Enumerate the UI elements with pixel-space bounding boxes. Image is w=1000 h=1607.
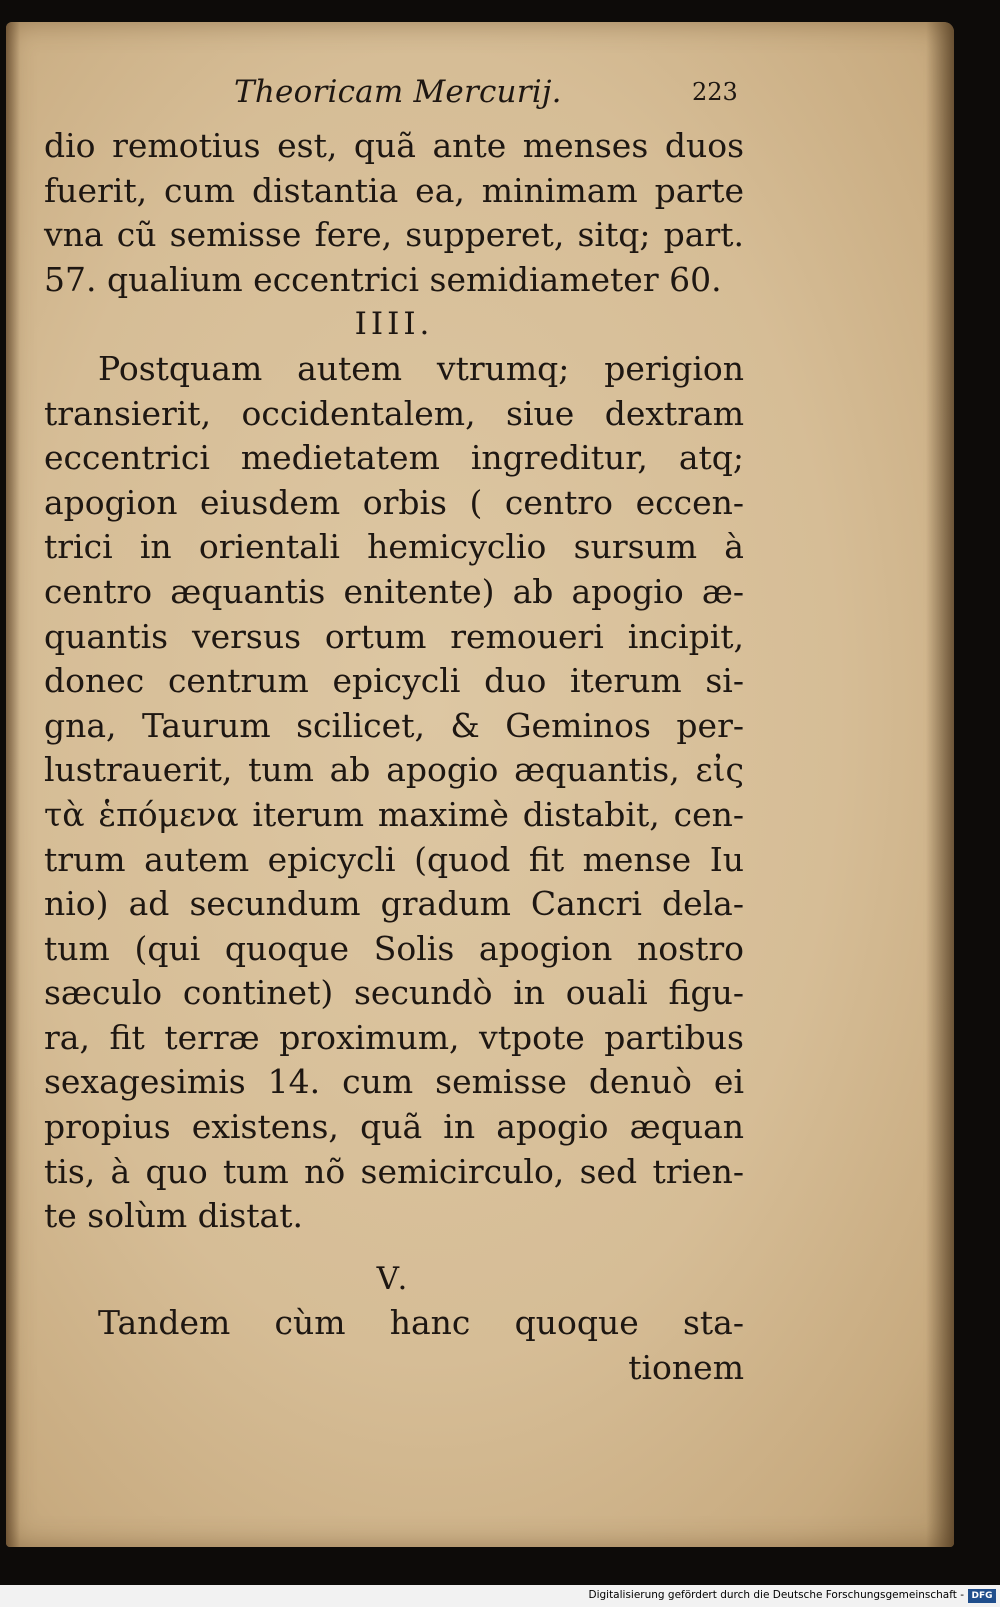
text-line: apogion eiusdem orbis ( centro eccen- xyxy=(44,482,744,522)
text-line: sæculo continet) secundò in ouali figu- xyxy=(44,973,744,1013)
text-line: eccentrici medietatem ingreditur, atq; xyxy=(44,438,744,478)
text-line: quantis versus ortum remoueri incipit, xyxy=(44,616,744,656)
paragraph-1 xyxy=(44,124,744,302)
text-line: nio) ad secundum gradum Cancri dela- xyxy=(44,884,744,924)
section-number-4: IIII. xyxy=(354,306,434,343)
text-line: centro æquantis enitente) ab apogio æ- xyxy=(44,571,744,611)
section-number-5: V. xyxy=(376,1260,412,1297)
text-line: τὰ ἑπόμενα iterum maximè distabit, cen- xyxy=(44,794,744,834)
text-line: lustrauerit, tum ab apogio æquantis, εἰς xyxy=(44,750,744,790)
text-line: Postquam autem vtrumq; perigion xyxy=(98,348,744,388)
funding-credit: Digitalisierung gefördert durch die Deutsche Forschungsgemeinschaft - xyxy=(588,1589,964,1601)
paragraph-5 xyxy=(44,1301,744,1390)
section-gap xyxy=(44,1239,744,1257)
text-line: tis, à quo tum nõ semicirculo, sed trien- xyxy=(44,1151,744,1191)
paragraph-4 xyxy=(44,347,744,1239)
page-number: 223 xyxy=(692,78,738,106)
text-line: trum autem epicycli (quod fit mense Iu xyxy=(44,839,744,879)
text-line: tum (qui quoque Solis apogion nostro xyxy=(44,928,744,968)
running-head xyxy=(44,72,744,124)
catchword: tionem xyxy=(628,1348,744,1388)
text-line: te solùm distat. xyxy=(44,1196,303,1236)
text-line: donec centrum epicycli duo iterum si- xyxy=(44,661,744,701)
dfg-logo: DFG xyxy=(968,1589,996,1603)
text-line: vna cũ semisse fere, supperet, sitq; part. xyxy=(44,215,744,255)
text-line: propius existens, quã in apogio æquan xyxy=(44,1107,744,1147)
text-line: ra, fit terræ proximum, vtpote partibus xyxy=(44,1017,744,1057)
text-line: fuerit, cum distantia ea, minimam parte xyxy=(44,170,744,210)
text-block xyxy=(44,72,744,1391)
text-line: Tandem cùm hanc quoque sta- xyxy=(98,1303,744,1343)
text-line: transierit, occidentalem, siue dextram xyxy=(44,393,744,433)
text-line: 57. qualium eccentrici semidiameter 60. xyxy=(44,259,722,299)
page-gutter-shadow xyxy=(6,22,20,1547)
page-edge-shadow xyxy=(926,22,954,1547)
text-line: dio remotius est, quã ante menses duos xyxy=(44,126,744,165)
text-line: trici in orientali hemicyclio sursum à xyxy=(44,527,744,567)
text-line: sexagesimis 14. cum semisse denuò ei xyxy=(44,1062,744,1102)
text-line: gna, Taurum scilicet, & Geminos per- xyxy=(44,705,744,745)
footer-bar xyxy=(0,1585,1000,1607)
running-title: Theoricam Mercurij. xyxy=(234,74,562,110)
